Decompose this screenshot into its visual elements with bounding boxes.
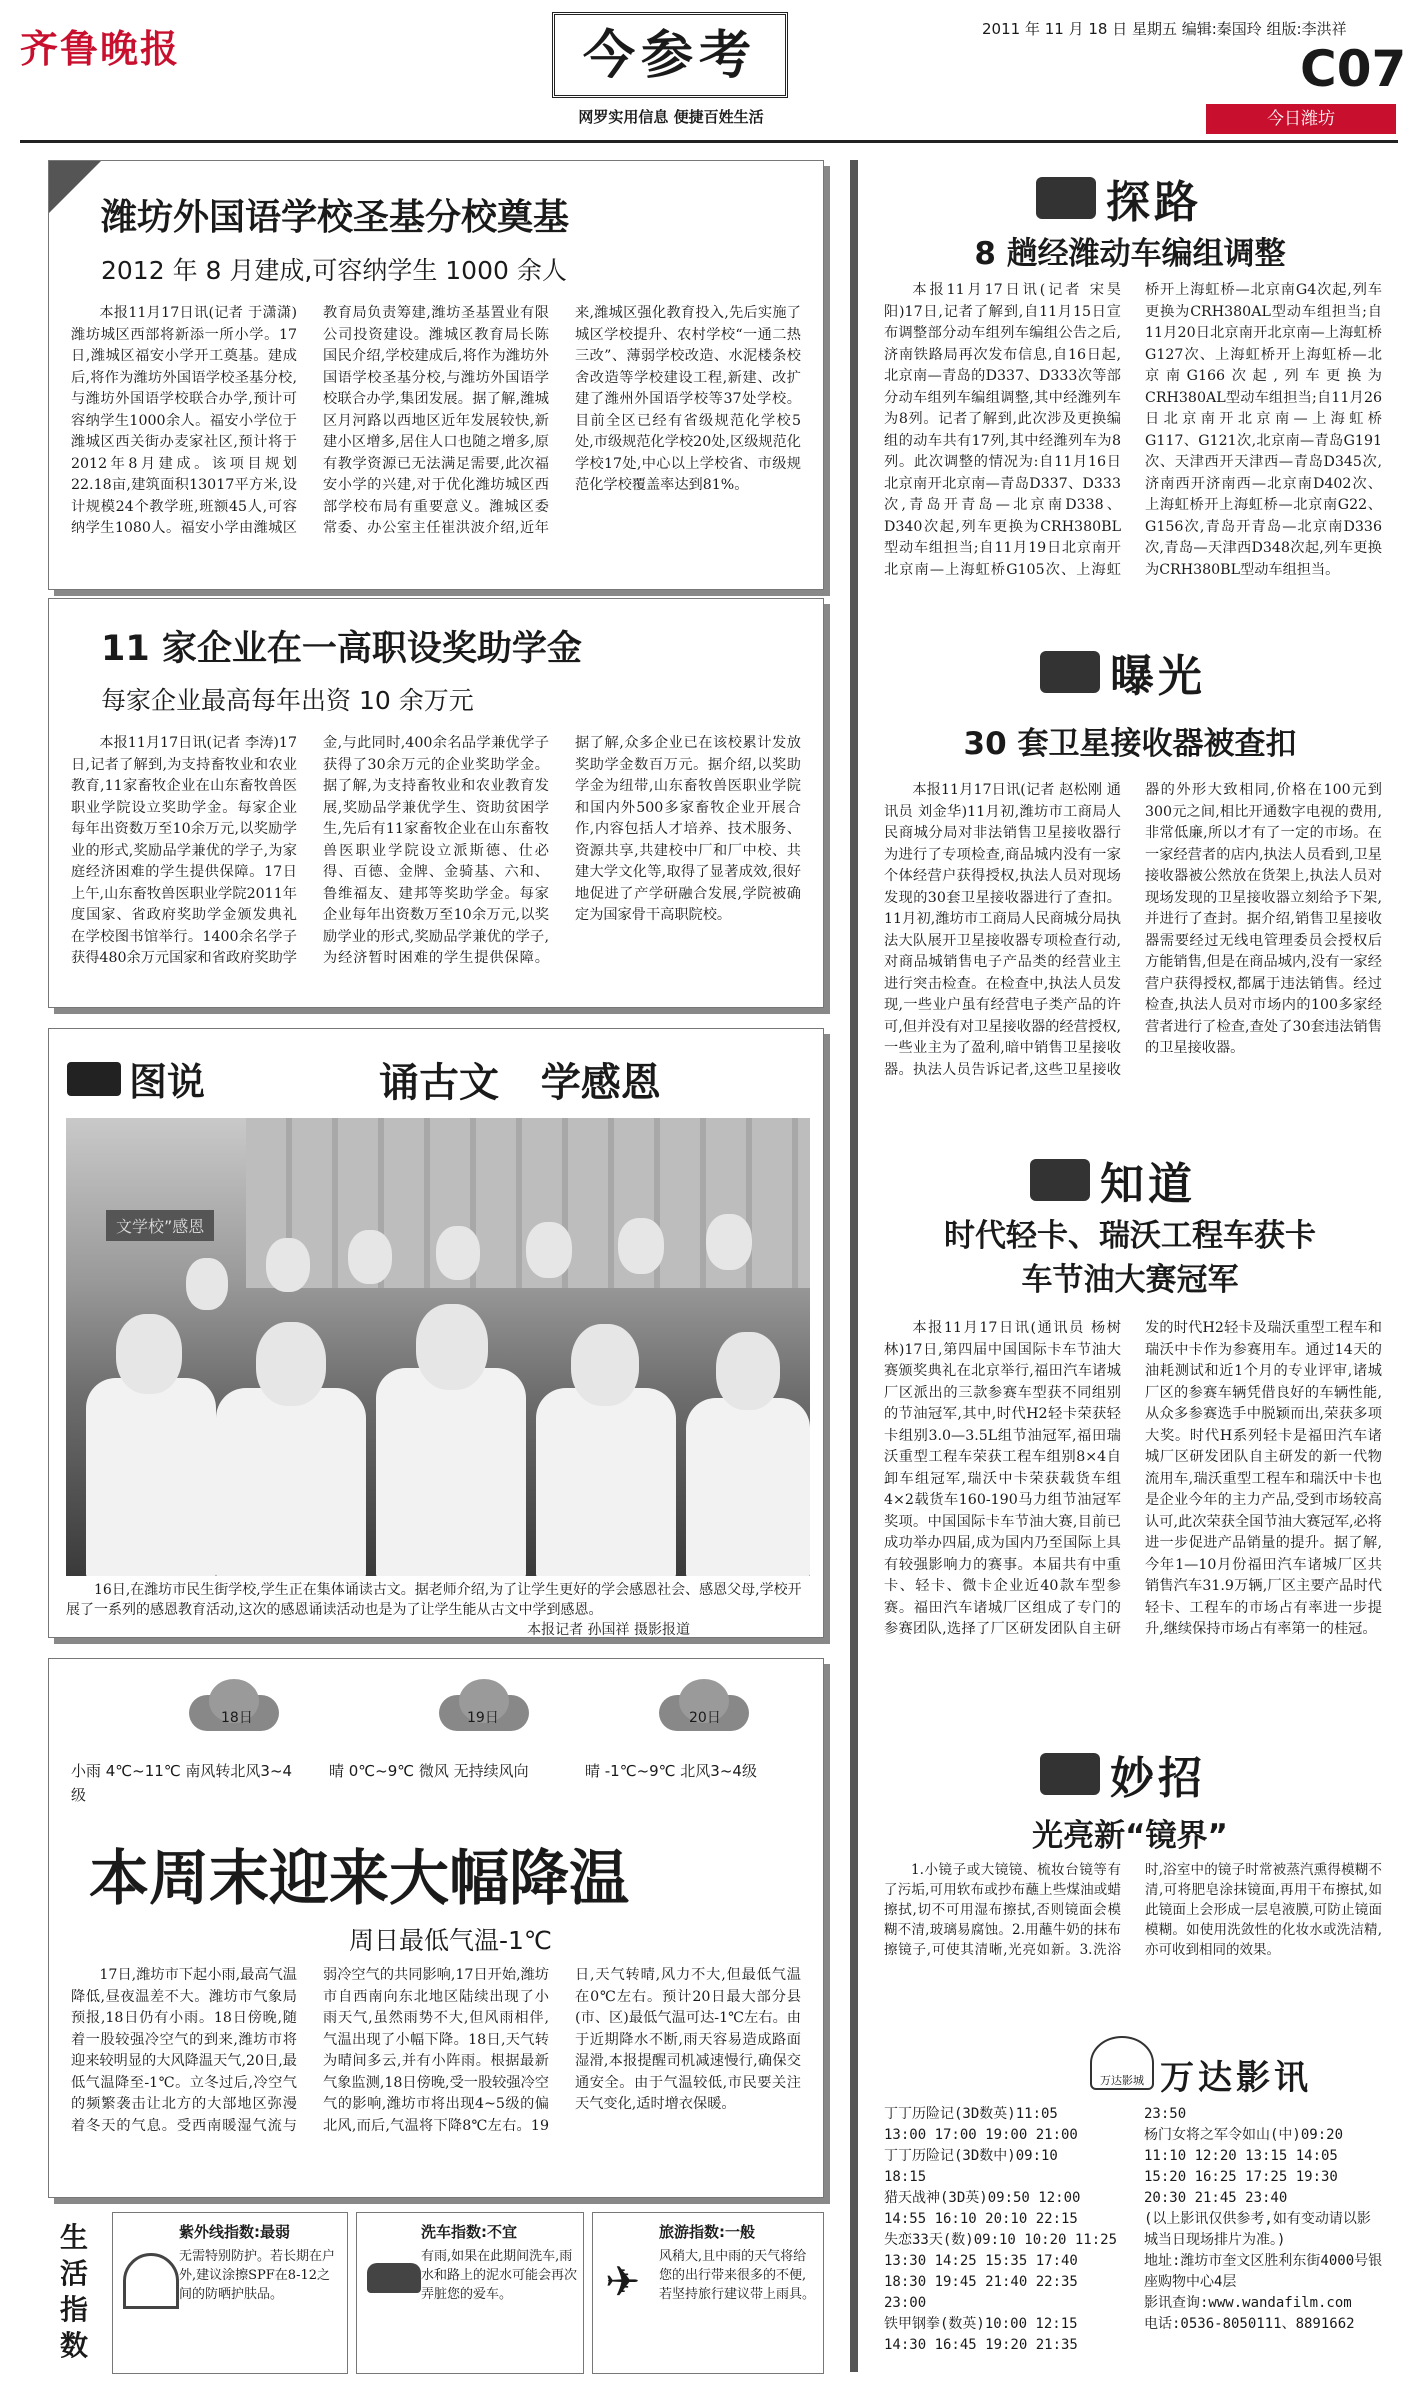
index-carwash xyxy=(356,2212,584,2374)
student-face xyxy=(706,1214,752,1270)
article-school-box xyxy=(48,160,824,590)
cinema-line: 14:55 16:10 20:10 22:15 xyxy=(884,2211,1078,2227)
student-shirt xyxy=(216,1388,366,1576)
index-uv xyxy=(112,2212,348,2374)
photo-credit: 本报记者 孙国祥 摄影报道 xyxy=(527,1622,690,1638)
photo-story-headline: 诵古文 学感恩 xyxy=(379,1060,661,1106)
cinema-line: 失恋33天(数)09:10 10:20 11:25 13:30 14:25 15:35 17:40 18:30 19:45 21:40 22:35 23:00 xyxy=(884,2232,1118,2311)
column-title-box xyxy=(552,12,788,98)
student-face xyxy=(186,1258,228,1310)
photo-banner: 文学校”感恩 xyxy=(106,1210,214,1241)
index-uv-text: 无需特别防护。若长期在户外,建议涂擦SPF在8-12之间的防晒护肤品。 xyxy=(179,2249,336,2302)
student-face xyxy=(716,1332,780,1410)
tanlu-body: 本报11月17日讯(记者 宋昊阳)17日,记者了解到,自11月15日宣布调整部分动车组列车编组公告之后,济南铁路局再次发布信息,自16日起,北京南—青岛的D337、D333次等部分动车组列车编组调整,其中经潍列车为8列。记者了解到,此次涉及更换编组的动车共有17列,其中经潍列车为8列。此次调整的情况为:自11月16日北京南开北京南—青岛D337、D333次,青岛开青岛—北京南D338、D340次起,列车更换为CRH380BL型动车组担当;自11月19日北京南开北京南—上海虹桥G105次、上海虹桥开上海虹桥—北京南G4次起,列车更换为CRH380AL型动车组担当;自11月20日北京南开北京南—上海虹桥G127次、上海虹桥开上海虹桥—北京南G166次起,列车更换为CRH380AL型动车组担当;自11月26日北京南开北京南—上海虹桥G117、G121次,北京南—青岛G191次、天津西开天津西—青岛D345次,济南西开济南西—北京南D402次、上海虹桥开上海虹桥—北京南G22、G156次,青岛开青岛—北京南D336次,青岛—天津西D348次起,列车更换为CRH380BL型动车组担当。 xyxy=(884,282,1382,578)
cinema-phone: 电话:0536-8050111、8891662 xyxy=(1144,2316,1355,2332)
miaozhao-section-label xyxy=(1040,1742,1206,1806)
tanlu-headline: 8 趟经潍动车编组调整 xyxy=(974,236,1286,272)
index-travel xyxy=(592,2212,824,2374)
article-school-headline: 潍坊外国语学校圣基分校奠基 xyxy=(101,197,570,238)
student-face xyxy=(416,1304,488,1390)
cinema-title: 万达影讯 xyxy=(1160,2058,1312,2098)
student-face xyxy=(266,1238,310,1292)
video-camera-icon xyxy=(1040,651,1100,693)
masthead-logo: 齐鲁晚报 xyxy=(20,26,181,71)
cinema-logo: 万达影城 xyxy=(1090,2036,1154,2090)
photo-section-label xyxy=(67,1051,205,1106)
baoguang-label-text: 曝光 xyxy=(1110,651,1206,702)
weather-headline: 本周末迎来大幅降温 xyxy=(89,1844,629,1914)
camera-icon xyxy=(67,1062,121,1096)
header-rule xyxy=(20,140,1398,143)
index-travel-text: 风稍大,且中雨的天气将给您的出行带来很多的不便,若坚持旅行建议带上雨具。 xyxy=(659,2249,816,2302)
photo-students-reciting xyxy=(66,1118,810,1576)
student-face xyxy=(571,1324,639,1406)
weather-desc-19: 晴 0℃~9℃ 微风 无持续风向 xyxy=(329,1762,529,1780)
cinema-line: 杨门女将之军令如山(中)09:20 11:10 12:20 13:15 14:05 15:20 16:25 17:25 19:30 20:30 21:45 23:40 xyxy=(1144,2127,1344,2206)
student-face xyxy=(256,1322,326,1406)
baoguang-headline: 30 套卫星接收器被查扣 xyxy=(963,726,1297,762)
article-scholarship-body: 本报11月17日讯(记者 李涛)17日,记者了解到,为支持畜牧业和农业教育,11家畜牧企业在山东畜牧兽医职业学院设立奖助学金。每家企业每年出资数万至10余万元,以奖励学业的形式,奖励品学兼优的学子,为家庭经济困难的学生提供保障。17日上午,山东畜牧兽医职业学院2011年度国家、省政府奖助学金颁发典礼在学校图书馆举行。1400余名学子获得480余万元国家和省政府奖助学金,与此同时,400余名品学兼优学子获得了30余万元的企业奖助学金。据了解,为支持畜牧业和农业教育发展,奖励品学兼优学生、资助贫困学生,先后有11家畜牧企业在山东畜牧兽医职业学院设立派斯德、仕必得、百德、金牌、金骑基、六和、鲁维福友、建邦等奖助学金。每家企业每年出资数万至10余万元,以奖励学业的形式,奖励品学兼优的学子,为经济暂时困难的学生提供保障。据了解,众多企业已在该校累计发放奖助学金数百万元。据介绍,以奖助学金为纽带,山东畜牧兽医职业学院和国内外500多家畜牧企业开展合作,内容包括人才培养、技术服务、资源共享,共建校中厂和厂中校、共建大学文化等,取得了显著成效,很好地促进了产学研融合发展,学院被确定为国家骨干高职院校。 xyxy=(71,735,801,966)
weather-date-19: 19日 xyxy=(467,1710,499,1726)
cinema-line: 丁丁历险记(3D数中)09:10 xyxy=(884,2148,1058,2164)
index-uv-title: 紫外线指数:最弱 xyxy=(179,2223,290,2241)
article-scholarship-headline: 11 家企业在一高职设奖助学金 xyxy=(101,629,582,669)
issue-info: 2011 年 11 月 18 日 星期五 编辑:秦国玲 组版:李洪祥 xyxy=(982,20,1347,38)
weather-desc-18: 小雨 4℃~11℃ 南风转北风3~4级 xyxy=(71,1762,293,1804)
airplane-icon: ✈ xyxy=(605,2257,641,2306)
zhidao-section-label xyxy=(1030,1148,1196,1212)
article-scholarship-subhead: 每家企业最高每年出资 10 余万元 xyxy=(101,686,474,715)
student-shirt xyxy=(686,1398,810,1576)
article-school-body: 本报11月17日讯(记者 于潇潇)潍坊城区西部将新添一所小学。17日,潍城区福安小学开工奠基。建成后,将作为潍坊外国语学校圣基分校,与潍坊外国语学校联合办学,预计可容纳学生1000余人。福安小学位于潍城区西关街办麦家社区,预计将于2012年8月建成。该项目规划22.18亩,建筑面积13017平方米,设计规模24个教学班,班额45人,可容纳学生1080人。福安小学由潍城区教育局负责筹建,潍坊圣基置业有限公司投资建设。潍城区教育局长陈国民介绍,学校建成后,将作为潍坊外国语学校圣基分校,与潍坊外国语学校联合办学,集团发展。据了解,潍城区月河路以西地区近年发展较快,新建小区增多,居住人口也随之增多,原有教学资源已无法满足需要,此次福安小学的兴建,对于优化潍坊城区西部学校布局有重要意义。潍城区委常委、办公室主任崔洪波介绍,近年来,潍城区强化教育投入,先后实施了城区学校提升、农村学校“一通二热三改”、薄弱学校改造、水泥楼条校舍改造等学校建设工程,新建、改扩建了潍州外国语学校等37处学校。目前全区已经有省级规范化学校5处,市级规范化学校20处,区级规范化学校17处,中心以上学校省、市级规范化学校覆盖率达到81%。 xyxy=(71,305,801,536)
photo-caption-text: 16日,在潍坊市民生街学校,学生正在集体诵读古文。据老师介绍,为了让学生更好的学会感恩社会、感恩父母,学校开展了一系列的感恩教育活动,这次的感恩诵读活动也是为了让学生能从古文中学到感恩。 xyxy=(66,1582,802,1618)
baoguang-body: 本报11月17日讯(记者 赵松刚 通讯员 刘金华)11月初,潍坊市工商局人民商城分局对非法销售卫星接收器行为进行了专项检查,商品城内没有一家个体经营户获得授权,执法人员对现场发现的30套卫星接收器进行了查扣。11月初,潍坊市工商局人民商城分局执法大队展开卫星接收器专项检查行动,对商品城销售电子产品类的经营业主进行突击检查。在检查中,执法人员发现,一些业户虽有经营电子类产品的许可,但并没有对卫星接收器的经营授权,一些业主为了盈利,暗中销售卫星接收器。执法人员告诉记者,这些卫星接收器的外形大致相同,价格在100元到300元之间,相比开通数字电视的费用,非常低廉,所以才有了一定的市场。在一家经营者的店内,执法人员看到,卫星接收器被公然放在货架上,执法人员对现场发现的卫星接收器立刻给予下架,并进行了查封。据介绍,销售卫星接收器需要经过无线电管理委员会授权后方能销售,但是在商品城内,没有一家经营户获得授权,都属于违法销售。经过检查,执法人员对市场内的100多家经营者进行了检查,查处了30套违法销售的卫星接收器。 xyxy=(884,782,1382,1078)
student-shirt xyxy=(86,1378,216,1576)
column-slogan: 网罗实用信息 便捷百姓生活 xyxy=(578,108,764,126)
umbrella-icon xyxy=(123,2253,179,2309)
section-bar: 今日潍坊 xyxy=(1206,104,1396,134)
corner-mark xyxy=(49,161,101,213)
tanlu-section-label xyxy=(1036,166,1202,230)
cinema-line: (以上影讯仅供参考,如有变动请以影城当日现场排片为准。) xyxy=(1144,2211,1371,2248)
student-face xyxy=(348,1230,392,1284)
index-travel-title: 旅游指数:一般 xyxy=(659,2223,755,2241)
baoguang-section-label xyxy=(1040,640,1206,704)
cinema-address: 地址:潍坊市奎文区胜利东街4000号银座购物中心4层 xyxy=(1144,2253,1383,2290)
cinema-line: 13:00 17:00 19:00 21:00 xyxy=(884,2127,1078,2143)
index-carwash-text: 有雨,如果在此期间洗车,雨水和路上的泥水可能会再次弄脏您的爱车。 xyxy=(421,2249,578,2302)
zhidao-headline: 时代轻卡、瑞沃工程车获卡车节油大赛冠军 xyxy=(944,1218,1316,1298)
student-shirt xyxy=(376,1368,526,1576)
weather-desc-20: 晴 -1℃~9℃ 北风3~4级 xyxy=(585,1762,757,1780)
cinema-line: 18:15 xyxy=(884,2169,927,2185)
student-face xyxy=(116,1314,182,1394)
student-face xyxy=(526,1222,572,1278)
zhidao-body: 本报11月17日讯(通讯员 杨树林)17日,第四届中国国际卡车节油大赛颁奖典礼在北京举行,福田汽车诸城厂区派出的三款参赛车型获不同组别的节油冠军,其中,时代H2轻卡荣获轻卡组别3.0—3.5L组节油冠军,福田瑞沃重型工程车荣获工程车组别8×4自卸车组冠军,瑞沃中卡荣获载货车组4×2载货车160-190马力组节油冠军奖项。中国国际卡车节油大赛,目前已成功举办四届,成为国内乃至国际上具有较强影响力的赛事。本届共有中重卡、轻卡、微卡企业近40款车型参赛。福田汽车诸城厂区组成了专门的参赛团队,选择了厂区研发团队自主研发的时代H2轻卡及瑞沃重型工程车和瑞沃中卡作为参赛用车。通过14天的油耗测试和近1个月的专业评审,诸城厂区的参赛车辆凭借良好的车辆性能,从众多参赛选手中脱颖而出,荣获多项大奖。时代H系列轻卡是福田汽车诸城厂区研发团队自主研发的新一代物流用车,瑞沃重型工程车和瑞沃中卡也是企业今年的主力产品,受到市场较高认可,此次荣获全国节油大赛冠军,必将进一步促进产品销量的提升。据了解,今年1—10月份福田汽车诸城厂区共销售汽车31.9万辆,厂区主要产品时代轻卡、工程车的市场占有率进一步提升,继续保持市场占有率第一的桂冠。 xyxy=(884,1320,1382,1637)
cinema-line: 猎天战神(3D英)09:50 12:00 xyxy=(884,2190,1081,2206)
photo-section-text: 图说 xyxy=(129,1060,206,1104)
tanlu-label-text: 探路 xyxy=(1106,177,1202,228)
cinema-line: 丁丁历险记(3D数英)11:05 xyxy=(884,2106,1058,2122)
weather-subhead: 周日最低气温-1℃ xyxy=(349,1926,553,1955)
life-index-label: 生活指数 xyxy=(60,2221,89,2362)
weather-body: 17日,潍坊市下起小雨,最高气温降低,昼夜温差不大。潍坊市气象局预报,18日仍有小雨。18日傍晚,随着一股较强冷空气的到来,潍坊市将迎来较明显的大风降温天气,20日,最低气温降至-1℃。立冬过后,冷空气的频繁袭击让北方的大部地区弥漫着冬天的气息。受西南暖湿气流与弱冷空气的共同影响,17日开始,潍坊市自西南向东北地区陆续出现了小雨天气,虽然雨势不大,但风雨相伴,气温出现了小幅下降。18日,天气转为晴间多云,并有小阵雨。根据最新气象监测,18日傍晚,受一股较强冷空气的影响,潍坊市将出现4~5级的偏北风,而后,气温将下降8℃左右。19日,天气转晴,风力不大,但最低气温在0℃左右。预计20日最大部分县(市、区)最低气温可达-1℃左右。由于近期降水不断,雨天容易造成路面湿滑,本报提醒司机减速慢行,确保交通安全。由于气温较低,市民要关注天气变化,适时增衣保暖。 xyxy=(71,1967,801,2134)
column-title: 今参考 xyxy=(582,25,757,86)
page-number: C07 xyxy=(1300,40,1407,98)
phone-icon xyxy=(1030,1159,1090,1201)
cinema-website: 影讯查询:www.wandafilm.com xyxy=(1144,2295,1352,2311)
cinema-line: 铁甲钢拳(数英)10:00 12:15 14:30 16:45 19:20 21:35 23:50 xyxy=(884,2106,1187,2353)
weather-date-18: 18日 xyxy=(221,1710,253,1726)
article-scholarship-box xyxy=(48,598,824,1008)
miaozhao-body: 1.小镜子或大镜镜、梳妆台镜等有了污垢,可用软布或抄布蘸上些煤油或蜡擦拭,切不可用湿布擦拭,否则镜面会模糊不清,玻璃易腐蚀。2.用蘸牛奶的抹布擦镜子,可使其清晰,光亮如新。3.洗浴时,浴室中的镜子时常被蒸汽熏得模糊不清,可将肥皂涂抹镜面,再用干布擦拭,如此镜面上会形成一层皂液膜,可防止镜面模糊。如使用洗敛性的化妆水或洗洁精,亦可收到相同的效果。 xyxy=(884,1862,1382,1958)
zhidao-label-text: 知道 xyxy=(1100,1159,1196,1210)
weather-date-20: 20日 xyxy=(689,1710,721,1726)
article-school-subhead: 2012 年 8 月建成,可容纳学生 1000 余人 xyxy=(101,256,567,285)
student-face xyxy=(436,1226,480,1280)
cinema-schedule xyxy=(884,2104,1384,2370)
gate-tower-icon xyxy=(1036,177,1096,219)
miaozhao-label-text: 妙招 xyxy=(1110,1753,1206,1804)
photo-caption xyxy=(66,1580,810,1640)
miaozhao-headline: 光亮新“镜界” xyxy=(1032,1818,1228,1854)
car-icon xyxy=(367,2263,421,2293)
index-carwash-title: 洗车指数:不宜 xyxy=(421,2223,517,2241)
student-face xyxy=(618,1218,664,1274)
bottles-icon xyxy=(1040,1753,1100,1795)
student-shirt xyxy=(536,1388,676,1576)
weather-box xyxy=(48,1658,824,2198)
